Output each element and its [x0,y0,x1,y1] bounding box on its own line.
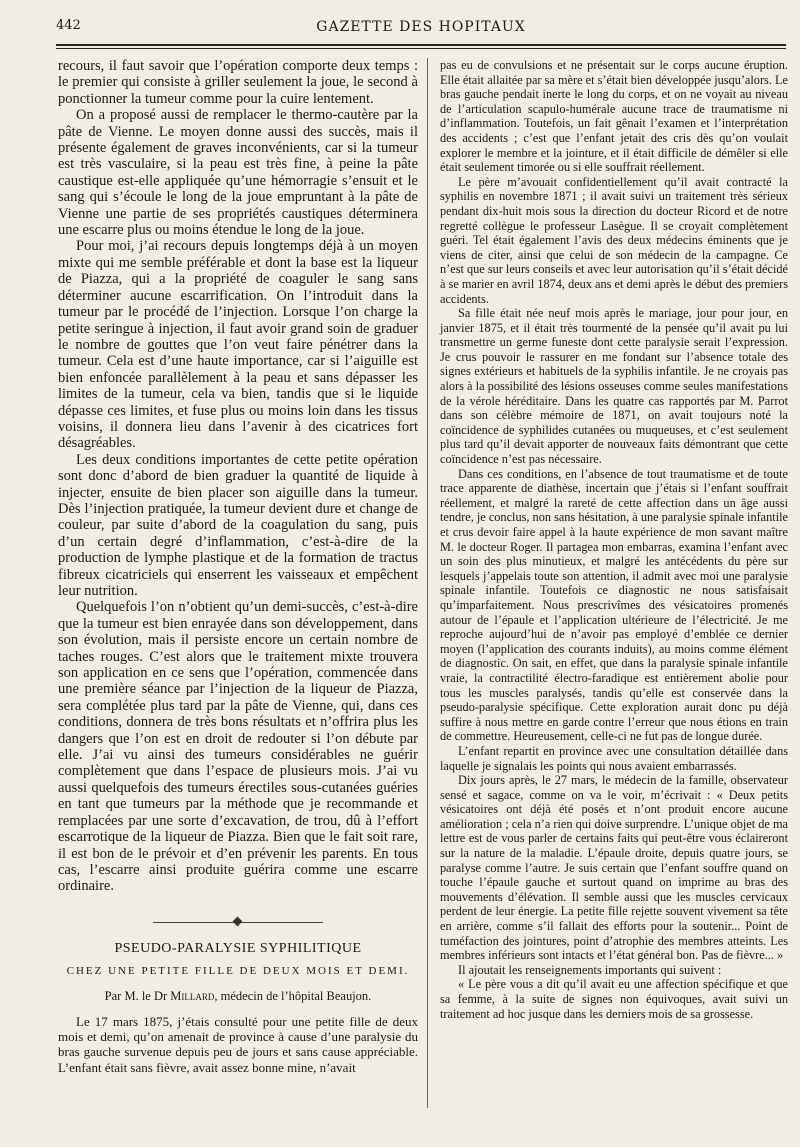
paragraph: Dix jours après, le 27 mars, le médecin de la famille, observateur sensé et sagace, comme on va le voir, m’écrivait : « Deux petits vésicatoires ont déjà été posés et n’ont produit encore aucune amélioration ; cela n’a rien qui doive surprendre. L’unique objet de ma lettre est de vous parler de certains faits qui peut-être vous éclaireront sur la nature de la maladie. L’épaule droite, depuis quatre jours, se paralyse comme l’autre. Je suis certain que l’enfant souffre quand on touche l’épaule gauche et surtout quand on imprime au bras des mouvements d’élévation. Il semble aussi que les muscles cervicaux perdent de leur énergie. La petite fille rejette souvent vivement sa tête en arrière, comme s’il fallait des efforts pour la soutenir... Point de tuméfaction des jointures, point d’atrophie des membres atteints. Les membres inférieurs sont intacts et l’état général bon. Pas de fièvre... » [440,773,788,963]
section-separator [58,917,418,927]
diamond-ornament-icon [233,916,243,926]
paragraph: Le 17 mars 1875, j’étais consulté pour une petite fille de deux mois et demi, qu’on amenait de province à cause d’une paralysie du bras gauche survenue depuis peu de jours et sans cause appréciable. L’enfant était sans fièvre, avait assez bonne mine, n’avait [58,1013,418,1075]
page-number: 442 [56,18,81,33]
byline-suffix: , médecin de l’hôpital Beaujon. [214,988,372,1003]
paragraph: Les deux conditions importantes de cette petite opération sont donc d’abord de bien graduer la quantité de liquide à injecter, ensuite de bien placer son aiguille dans la tumeur. Dès l’injection pratiquée, la tumeur devient dure et change de couleur, par suite d’abord de la coagulation du sang, puis d’un certain degré d’inflammation, c’est-à-dire de la production de lymphe plastique et de la formation de tractus fibreux cicatriciels qui enserrent les vaisseaux et empêchent leur nutrition. [58,451,418,599]
paragraph: Le père m’avouait confidentiellement qu’il avait contracté la syphilis en novembre 1871 ; il avait suivi un traitement très sérieux pendant dix-huit mois sous la direction du docteur Ricord et de notre regretté collègue le professeur Lasègue. Il se croyait complètement guéri. Tel était également l’avis des deux médecins éminents que je viens de citer, ainsi que celui de son médecin de la campagne. Ce n’est que sur leurs conseils et avec leur autorisation qu’il s’était décidé à se marier en avril 1874, deux ans et demi après le début des premiers accidents. [440,174,788,306]
header-rule-thin [56,48,786,49]
article-subtitle: CHEZ UNE PETITE FILLE DE DEUX MOIS ET DEMI. [66,965,410,978]
article-byline [58,988,418,1004]
left-column [58,58,418,1075]
article-title: PSEUDO-PARALYSIE SYPHILITIQUE [114,940,362,956]
column-separator [427,58,428,1108]
paragraph: L’enfant repartit en province avec une consultation détaillée dans laquelle je signalais les points qui nous avaient embarrassés. [440,743,788,773]
right-column [440,58,788,1021]
paragraph: « Le père vous a dit qu’il avait eu une affection spécifique et que sa femme, à la suite de signes non équivoques, avait suivi un traitement ad hoc jusque dans les derniers mois de sa grossesse. [440,977,788,1021]
paragraph: On a proposé aussi de remplacer le thermo-cautère par la pâte de Vienne. Le moyen donne aussi des succès, mais il présente également de graves inconvénients, car si la tumeur est très vasculaire, si la peau est très fine, à peine la pâte caustique est-elle appliquée qu’une hémorragie s’ensuit et le sang qui s’écoule le long de la joue empruntant à la pâte de Vienne une partie de ses propriétés caustiques déterminera une escarre plus ou moins étendue le long de la joue. [58,107,418,239]
paragraph: Sa fille était née neuf mois après le mariage, jour pour jour, en janvier 1875, et il était très tourmenté de la pensée qu’il avait pu lui transmettre un germe funeste dont cette paralysie serait l’expression. Je crus pouvoir le rassurer en me fondant sur l’absence totale des signes extérieurs et habituels de la syphilis infantile. Je ne croyais pas alors à la possibilité des lésions osseuses comme seules manifestations de la vérole héréditaire. Dans les quatre cas rapportés par M. Parrot dans son célèbre mémoire de 1871, on avait toujours noté la coïncidence de syphilides cutanées ou muqueuses, et c’est seulement plus tard qu’il devait apporter de nouveaux faits démontrant que cette coïncidence n’est pas nécessaire. [440,306,788,467]
header-rule-thick [56,44,786,46]
paragraph: Dans ces conditions, en l’absence de tout traumatisme et de toute trace apparente de diathèse, incertain que j’étais si l’enfant souffrait réellement, et malgré la rareté de cette affection dans un âge aussi tendre, je conclus, non sans hésitation, à une paralysie spinale infantile et crus devoir faire appel à la haute expérience de mon savant maître M. le docteur Roger. Il partagea mon embarras, examina l’enfant avec un soin des plus minutieux, et malgré les antécédents du père sur lesquels j’appelais toute son attention, il admit avec moi une paralysie spinale infantile. Toutefois ce diagnostic ne nous satisfaisait qu’imparfaitement. Nous prescrivîmes des vésicatoires promenés autour de l’épaule et l’application ultérieure de l’électricité. Je me reproche aujourd’hui de n’avoir pas employé d’emblée ce dernier moyen (l’application des courants induits), au moins comme élément de diagnostic. On sait, en effet, que dans la paralysie spinale infantile vraie, la contractilité électro-faradique est entièrement abolie pour tous les muscles paralysés, tandis qu’elle est conservée dans la pseudo-paralysie spécifique. Cette exploration aurait donc pu déjà suffire à nous mettre en garde contre l’erreur que nous étions en train de commettre. Heureusement, celle-ci ne fut pas de longue durée. [440,466,788,744]
author-name: Millard [170,988,215,1003]
paragraph: recours, il faut savoir que l’opération comporte deux temps : le premier qui consiste à griller seulement la joue, le second à ponctionner la tumeur comme pour la cuire lentement. [58,58,418,107]
page-header [56,16,786,42]
paragraph: Quelquefois l’on n’obtient qu’un demi-succès, c’est-à-dire que la tumeur est bien enrayée dans son développement, dans son évolution, mais il persiste encore un certain nombre de taches rouges. C’est alors que le traitement mixte trouvera son application en ce sens que l’opération, commencée dans une première séance par l’injection de la liqueur de Piazza, sera complétée plus tard par la pâte de Vienne, qui, dans ces conditions, donnera de très bons résultats et n’offrira plus les dangers que l’on est en droit de redouter si l’on débute par elle. J’ai vu ainsi des tumeurs considérables ne guérir complètement que dans l’espace de plusieurs mois. J’ai vu aussi quelquefois des tumeurs érectiles sous-cutanées guéries en tant que tumeurs par la méthode que je recommande et remplacées par une sorte d’excavation, de trou, dû à l’effort escarrotique de la liqueur de Piazza. Bien que le fait soit rare, il est bon de le prévoir et d’en prévenir les parents. En tous cas, l’escarre ainsi produite guérira comme une escarre ordinaire. [58,599,418,895]
paragraph: Il ajoutait les renseignements importants qui suivent : [458,962,722,977]
paragraph: Pour moi, j’ai recours depuis longtemps déjà à un moyen mixte qui me semble préférable et dont la base est la liqueur de Piazza, qui a la propriété de coaguler le sang sans déterminer aucune escarrification. On l’introduit dans la tumeur par le procédé de l’injection. Lorsque l’on charge la petite seringue à injection, il faut avoir grand soin de graduer le nombre de gouttes que l’on veut faire pénétrer dans la tumeur. Cela est d’une haute importance, car si l’aiguille est bien enfoncée parallèlement à la peau et sans dépasser les limites de la tumeur, cela va bien, tandis que si le liquide dépasse ces limites, et fuse plus ou moins loin dans les tissus voisins, il donnera lieu dans l’avenir à des cicatrices fort désagréables. [58,238,418,452]
paragraph: pas eu de convulsions et ne présentait sur le corps aucune éruption. Elle était allaitée par sa mère et s’était bien développée jusqu’alors. Le bras gauche pendait inerte le long du corps, et on ne voyait au niveau de l’articulation scapulo-humérale aucune trace de traumatisme ni d’inflammation. Toutefois, un fait gênait l’examen et l’interprétation des accidents ; c’est que l’enfant jetait des cris dès qu’on voulait explorer le membre et la jointure, et il était difficile de démêler si elle était seulement timorée ou si elle souffrait réellement. [440,58,788,175]
journal-title: GAZETTE DES HOPITAUX [316,19,526,35]
byline-prefix: Par M. le Dr [104,988,171,1003]
